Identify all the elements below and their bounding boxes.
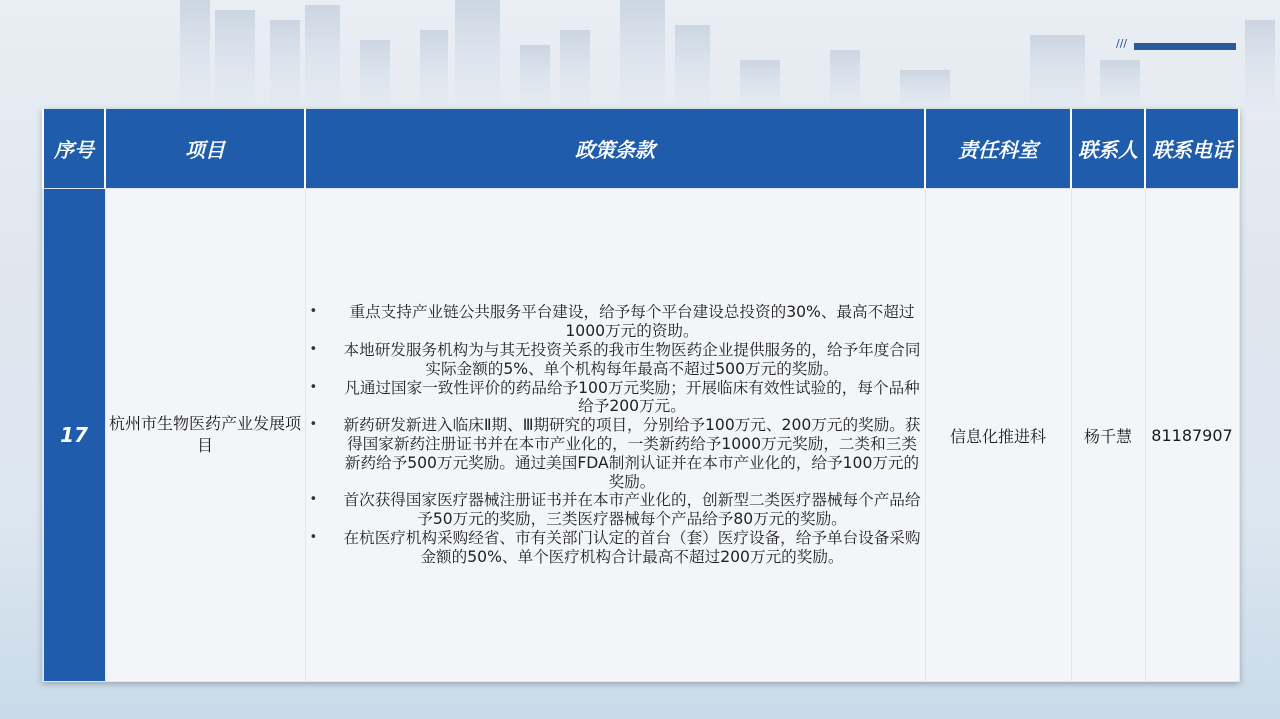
table-header-row — [43, 109, 1239, 189]
cell-contact: 杨千慧 — [1071, 189, 1145, 682]
terms-item: • 在杭医疗机构采购经省、市有关部门认定的首台（套）医疗设备，给予单台设备采购金额的50%、单个医疗机构合计最高不超过200万元的奖励。 — [340, 529, 925, 567]
terms-list — [306, 303, 925, 566]
accent-decoration — [1116, 37, 1236, 50]
cell-phone: 81187907 — [1145, 189, 1239, 682]
cell-seq: 17 — [43, 189, 105, 682]
cell-terms — [305, 189, 925, 682]
header-department: 责任科室 — [925, 109, 1071, 189]
cell-project: 杭州市生物医药产业发展项目 — [105, 189, 305, 682]
table-row — [43, 189, 1239, 682]
terms-item: • 首次获得国家医疗器械注册证书并在本市产业化的，创新型二类医疗器械每个产品给予50万元的奖励，三类医疗器械每个产品给予80万元的奖励。 — [340, 491, 925, 529]
terms-item: • 重点支持产业链公共服务平台建设，给予每个平台建设总投资的30%、最高不超过1000万元的资助。 — [340, 303, 925, 341]
cell-department: 信息化推进科 — [925, 189, 1071, 682]
terms-item: • 凡通过国家一致性评价的药品给予100万元奖励；开展临床有效性试验的，每个品种给予200万元。 — [340, 379, 925, 417]
header-project: 项目 — [105, 109, 305, 189]
header-seq: 序号 — [43, 109, 105, 189]
accent-line — [1134, 43, 1236, 50]
header-phone: 联系电话 — [1145, 109, 1239, 189]
terms-item: • 本地研发服务机构为与其无投资关系的我市生物医药企业提供服务的，给予年度合同实际金额的5%、单个机构每年最高不超过500万元的奖励。 — [340, 341, 925, 379]
accent-slashes: /// — [1116, 37, 1128, 50]
header-terms: 政策条款 — [305, 109, 925, 189]
policy-table — [42, 109, 1240, 682]
terms-item: • 新药研发新进入临床Ⅱ期、Ⅲ期研究的项目，分别给予100万元、200万元的奖励。获得国家新药注册证书并在本市产业化的，一类新药给予1000万元奖励，二类和三类新药给予500万元奖励。通过美国FDA制剂认证并在本市产业化的，给予100万元的奖励。 — [340, 416, 925, 491]
header-contact: 联系人 — [1071, 109, 1145, 189]
